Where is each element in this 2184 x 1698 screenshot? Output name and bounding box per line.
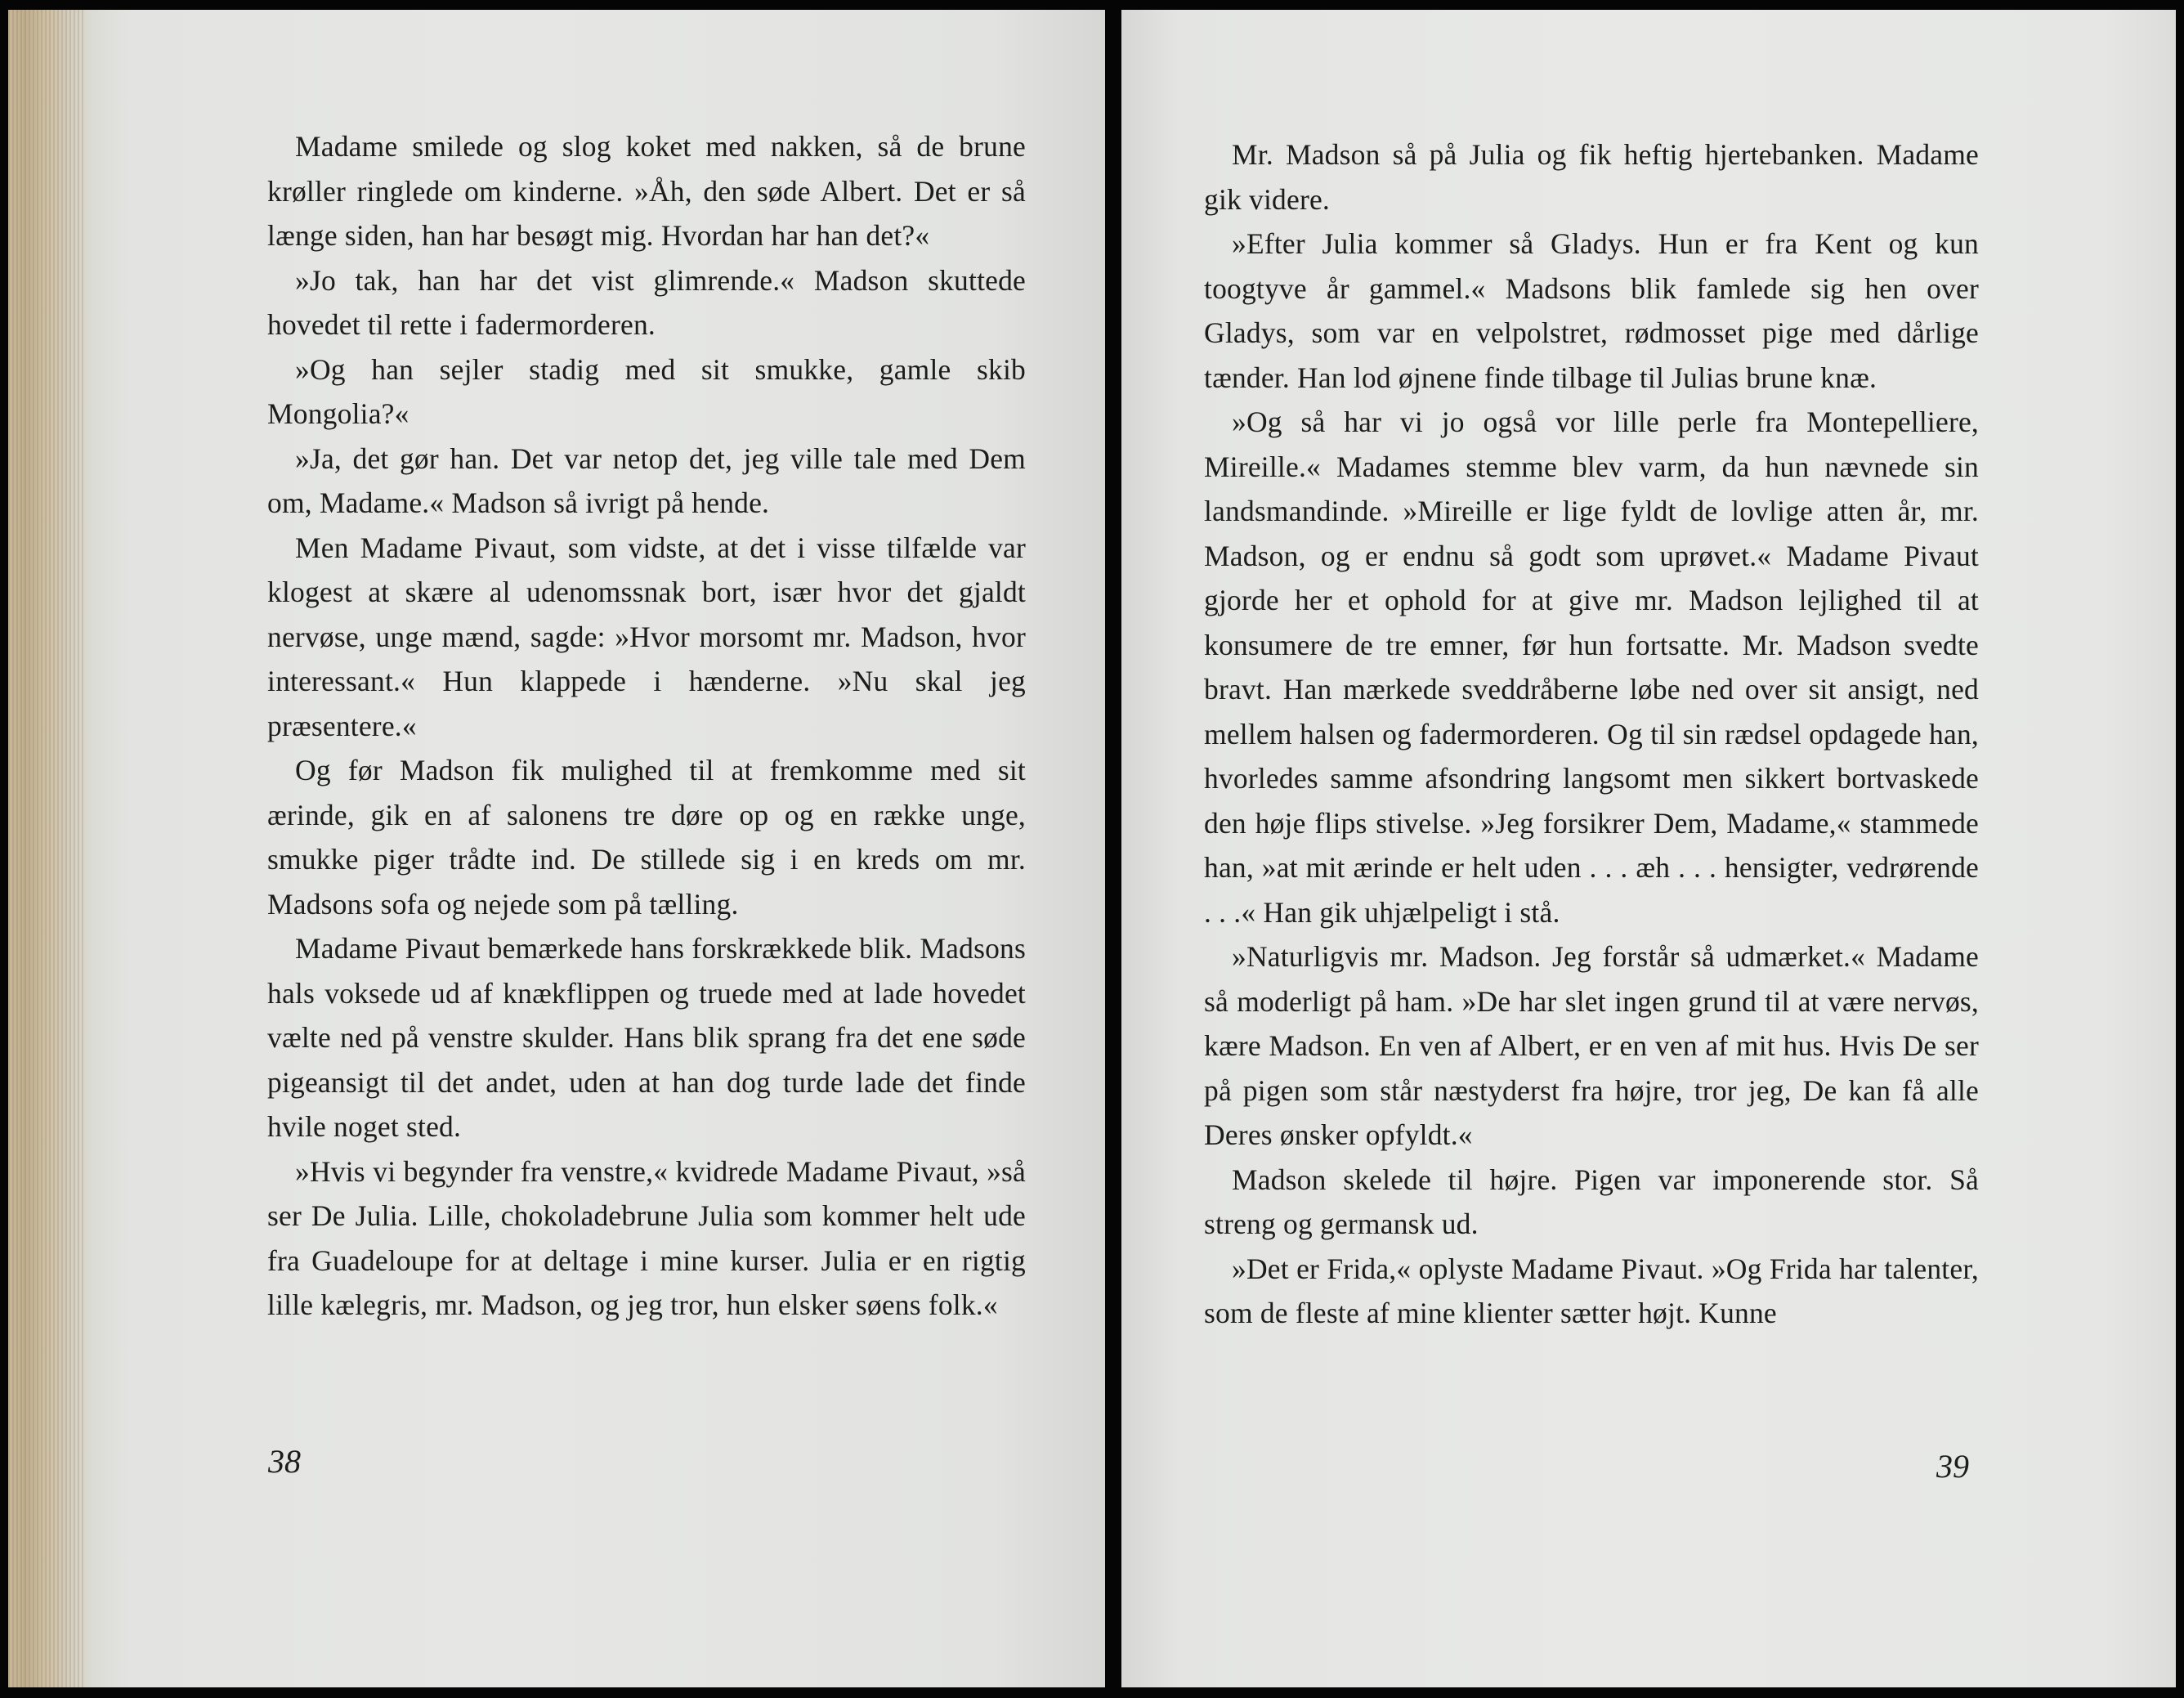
paragraph: Men Madame Pivaut, som vidste, at det i visse tilfælde var klogest at skære al udenomssnak bort, især hvor det gjaldt nervøse, unge mænd, sagde: »Hvor morsomt mr. Madson, hvor interessant.« Hun klappede i hænderne. »Nu skal jeg præsentere.« — [267, 531, 1026, 742]
paragraph: Og før Madson fik mulighed til at fremkomme med sit ærinde, gik en af salonens tre døre op og en række unge, smukke piger trådte ind. De stillede sig i en kreds om mr. Madsons sofa og nejede som på tælling. — [267, 754, 1026, 921]
paragraph: »Det er Frida,« oplyste Madame Pivaut. »Og Frida har talenter, som de fleste af mine klienter sætter højt. Kunne — [1204, 1252, 1979, 1329]
paragraph: »Hvis vi begynder fra venstre,« kvidrede Madame Pivaut, »så ser De Julia. Lille, chokoladebrune Julia som kommer helt ude fra Guadeloupe for at deltage i mine kurser. Julia er en rigtig lille kælegris, mr. Madson, og jeg tror, hun elsker søens folk.« — [267, 1154, 1026, 1321]
paragraph: »Og han sejler stadig med sit smukke, gamle skib Mongolia?« — [267, 352, 1026, 430]
paragraph: Madson skelede til højre. Pigen var imponerende stor. Så streng og germansk ud. — [1204, 1163, 1979, 1240]
left-page-text — [267, 124, 1026, 1328]
paragraph: Madame smilede og slog koket med nakken, så de brune krøller ringlede om kinderne. »Åh, den søde Albert. Det er så længe siden, han har besøgt mig. Hvordan har han det?« — [267, 130, 1026, 252]
right-page — [1121, 10, 2176, 1687]
page-edge-shading — [8, 10, 86, 1687]
right-page-text — [1204, 132, 1979, 1336]
paragraph: »Naturligvis mr. Madson. Jeg forstår så udmærket.« Madame så moderligt på ham. »De har slet ingen grund til at være nervøs, kære Madson. En ven af Albert, er en ven af mit hus. Hvis De ser på pigen som står næstyderst fra højre, tror jeg, De kan få alle Deres ønsker opfyldt.« — [1204, 940, 1979, 1151]
paragraph: »Efter Julia kommer så Gladys. Hun er fra Kent og kun toogtyve år gammel.« Madsons blik famlede sig hen over Gladys, som var en velpolstret, rødmosset pige med dårlige tænder. Han lod øjnene finde tilbage til Julias brune knæ. — [1204, 227, 1979, 394]
paragraph: Madame Pivaut bemærkede hans forskrækkede blik. Madsons hals voksede ud af knækflippen og truede med at lade hovedet vælte ned på venstre skulder. Hans blik sprang fra det ene søde pigeansigt til det andet, uden at han dog turde lade det finde hvile noget sted. — [267, 932, 1026, 1143]
page-number: 39 — [1936, 1448, 1969, 1485]
paragraph: »Ja, det gør han. Det var netop det, jeg ville tale med Dem om, Madame.« Madson så ivrigt på hende. — [267, 441, 1026, 519]
page-number: 38 — [268, 1443, 301, 1480]
left-page — [8, 10, 1105, 1687]
paragraph: Mr. Madson så på Julia og fik heftig hjertebanken. Madame gik videre. — [1204, 138, 1979, 216]
paragraph: »Jo tak, han har det vist glimrende.« Madson skuttede hovedet til rette i fadermorderen. — [267, 263, 1026, 341]
paragraph: »Og så har vi jo også vor lille perle fra Montepelliere, Mireille.« Madames stemme blev varm, da hun nævnede sin landsmandinde. »Mireille er lige fyldt de lovlige atten år, mr. Madson, og er endnu så godt som uprøvet.« Madame Pivaut gjorde her et ophold for at give mr. Madson lejlighed til at konsumere de tre emner, før hun fortsatte. Mr. Madson svedte bravt. Han mærkede sveddråberne løbe ned over sit ansigt, ned mellem halsen og fadermorderen. Og til sin rædsel opdagede han, hvorledes samme afsondring langsomt men sikkert bortvaskede den høje flips stivelse. »Jeg forsikrer Dem, Madame,« stammede han, »at mit ærinde er helt uden . . . æh . . . hensigter, vedrørende . . .« Han gik uhjælpeligt i stå. — [1204, 405, 1979, 929]
